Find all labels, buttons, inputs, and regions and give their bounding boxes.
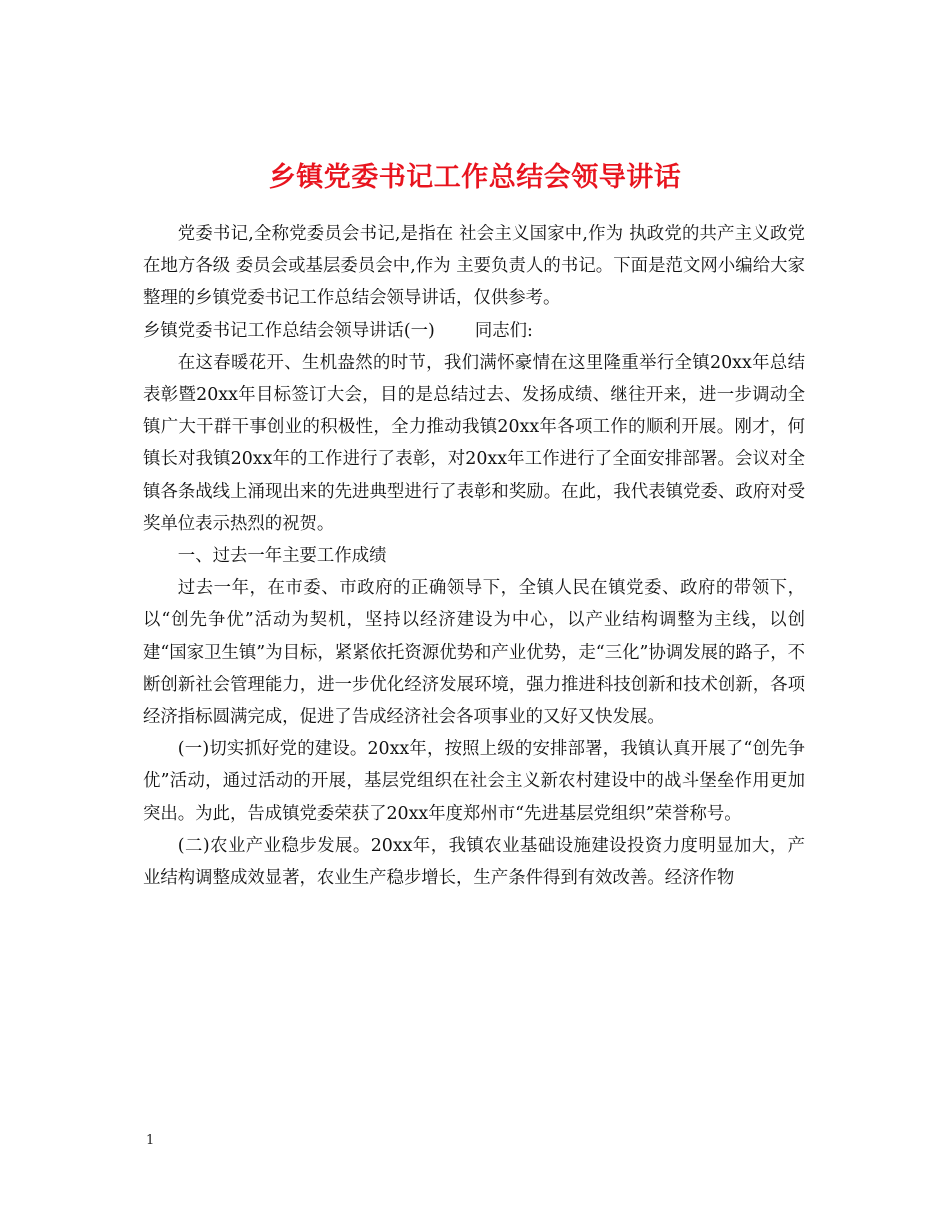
intro-paragraph: 党委书记,全称党委员会书记,是指在 社会主义国家中,作为 执政党的共产主义政党在地方各级 委员会或基层委员会中,作为 主要负责人的书记。下面是范文网小编给大家整理的乡镇党委书记工作总结会领导讲话，仅供参考。 bbox=[143, 224, 805, 309]
body-paragraph: (二)农业产业稳步发展。20xx年，我镇农业基础设施建设投资力度明显加大，产业结构调整成效显著，农业生产稳步增长，生产条件得到有效改善。经济作物 bbox=[143, 835, 805, 889]
document-title: 乡镇党委书记工作总结会领导讲话 bbox=[268, 162, 682, 194]
subheading-line bbox=[143, 315, 805, 347]
body-paragraph: (一)切实抓好党的建设。20xx年，按照上级的安排部署，我镇认真开展了“创先争优”活动，通过活动的开展，基层党组织在社会主义新农村建设中的战斗堡垒作用更加突出。为此，告成镇党委荣获了20xx年度郑州市“先进基层党组织”荣誉称号。 bbox=[143, 739, 805, 824]
page-number: 1 bbox=[146, 1133, 155, 1148]
salutation: 同志们: bbox=[474, 320, 533, 341]
body-paragraph: 过去一年，在市委、市政府的正确领导下，全镇人民在镇党委、政府的带领下，以“创先争优”活动为契机，坚持以经济建设为中心，以产业结构调整为主线，以创建“国家卫生镇”为目标，紧紧依托资源优势和产业优势，走“三化”协调发展的路子，不断创新社会管理能力，进一步优化经济发展环境，强力推进科技创新和技术创新，各项经济指标圆满完成，促进了告成经济社会各项事业的又好又快发展。 bbox=[143, 578, 805, 728]
section-subheading: 乡镇党委书记工作总结会领导讲话(一) bbox=[143, 320, 435, 341]
section-heading: 一、过去一年主要工作成绩 bbox=[177, 546, 387, 567]
document-body bbox=[143, 218, 805, 894]
body-paragraph: 在这春暖花开、生机盎然的时节，我们满怀豪情在这里隆重举行全镇20xx年总结表彰暨20xx年目标签订大会，目的是总结过去、发扬成绩、继往开来，进一步调动全镇广大干群干事创业的积极性，全力推动我镇20xx年各项工作的顺利开展。刚才，何镇长对我镇20xx年的工作进行了表彰，对20xx年工作进行了全面安排部署。会议对全镇各条战线上涌现出来的先进典型进行了表彰和奖励。在此，我代表镇党委、政府对受奖单位表示热烈的祝贺。 bbox=[143, 352, 805, 534]
